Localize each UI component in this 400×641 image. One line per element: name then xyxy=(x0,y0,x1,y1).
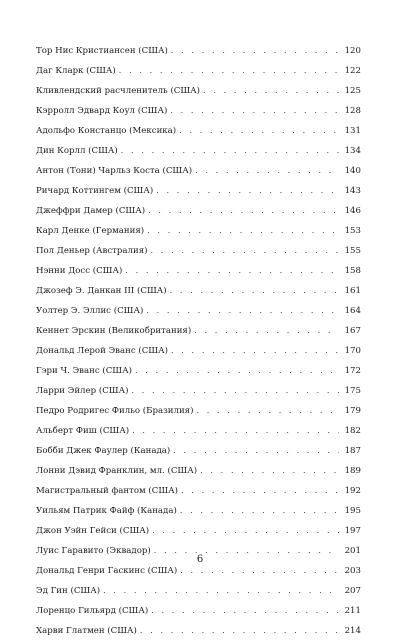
dot-leader xyxy=(135,361,339,381)
toc-entry xyxy=(36,241,361,261)
toc-entry-page: 170 xyxy=(344,346,361,356)
toc-entry-page: 120 xyxy=(344,46,361,56)
toc-entry-title: Альберт Фиш (США) xyxy=(36,426,130,436)
toc-entry-page: 155 xyxy=(344,246,361,256)
dot-leader xyxy=(195,161,339,181)
toc-entry-page: 211 xyxy=(344,606,361,616)
toc-entry-page: 214 xyxy=(344,626,361,636)
toc-entry-page: 131 xyxy=(344,126,361,136)
table-of-contents xyxy=(36,41,361,641)
toc-entry-page: 146 xyxy=(344,206,361,216)
dot-leader xyxy=(131,381,339,401)
toc-entry-title: Дональд Лерой Эванс (США) xyxy=(36,346,168,356)
toc-entry-title: Лоренцо Гильярд (США) xyxy=(36,606,149,616)
toc-entry xyxy=(36,101,361,121)
dot-leader xyxy=(170,281,339,301)
toc-entry-page: 134 xyxy=(344,146,361,156)
toc-entry xyxy=(36,341,361,361)
toc-entry xyxy=(36,161,361,181)
toc-entry xyxy=(36,281,361,301)
dot-leader xyxy=(194,321,339,341)
toc-entry xyxy=(36,61,361,81)
toc-entry-title: Харви Глатмен (США) xyxy=(36,626,137,636)
toc-entry-title: Дональд Генри Гаскинс (США) xyxy=(36,566,178,576)
toc-entry-page: 187 xyxy=(344,446,361,456)
toc-entry-page: 125 xyxy=(344,86,361,96)
toc-entry-title: Тор Нис Кристиансен (США) xyxy=(36,46,168,56)
toc-entry-title: Нэнни Досс (США) xyxy=(36,266,123,276)
toc-entry-page: 182 xyxy=(344,426,361,436)
toc-entry xyxy=(36,501,361,521)
dot-leader xyxy=(203,81,339,101)
toc-entry xyxy=(36,521,361,541)
toc-entry xyxy=(36,381,361,401)
dot-leader xyxy=(196,401,339,421)
toc-entry-title: Дин Корлл (США) xyxy=(36,146,118,156)
toc-entry-page: 167 xyxy=(344,326,361,336)
toc-entry-page: 189 xyxy=(344,466,361,476)
toc-entry-page: 195 xyxy=(344,506,361,516)
dot-leader xyxy=(146,301,339,321)
dot-leader xyxy=(148,201,339,221)
toc-entry-page: 161 xyxy=(344,286,361,296)
toc-entry-title: Эд Гин (США) xyxy=(36,586,101,596)
toc-entry-page: 158 xyxy=(344,266,361,276)
toc-entry xyxy=(36,221,361,241)
dot-leader xyxy=(151,601,339,621)
toc-entry xyxy=(36,141,361,161)
toc-entry-page: 122 xyxy=(344,66,361,76)
toc-entry-title: Джон Уэйн Гейси (США) xyxy=(36,526,150,536)
dot-leader xyxy=(170,101,339,121)
toc-entry xyxy=(36,261,361,281)
dot-leader xyxy=(173,441,339,461)
toc-entry xyxy=(36,621,361,641)
toc-entry-title: Лонни Дэвид Франклин, мл. (США) xyxy=(36,466,198,476)
toc-entry-page: 140 xyxy=(344,166,361,176)
toc-entry xyxy=(36,401,361,421)
dot-leader xyxy=(156,181,339,201)
toc-entry xyxy=(36,81,361,101)
toc-entry xyxy=(36,321,361,341)
toc-entry xyxy=(36,41,361,61)
toc-entry xyxy=(36,301,361,321)
toc-entry-page: 172 xyxy=(344,366,361,376)
toc-entry-title: Адольфо Констанцо (Мексика) xyxy=(36,126,177,136)
dot-leader xyxy=(181,481,339,501)
dot-leader xyxy=(119,61,339,81)
toc-entry-title: Кливлендский расчленитель (США) xyxy=(36,86,201,96)
toc-entry-page: 179 xyxy=(344,406,361,416)
dot-leader xyxy=(180,501,339,521)
toc-entry-title: Гэри Ч. Эванс (США) xyxy=(36,366,132,376)
dot-leader xyxy=(151,241,339,261)
toc-entry-title: Джеффри Дамер (США) xyxy=(36,206,146,216)
toc-entry-title: Кэрролл Эдвард Коул (США) xyxy=(36,106,168,116)
dot-leader xyxy=(103,581,339,601)
toc-entry-page: 175 xyxy=(344,386,361,396)
toc-entry xyxy=(36,601,361,621)
dot-leader xyxy=(171,41,339,61)
toc-entry-page: 201 xyxy=(344,546,361,556)
toc-entry xyxy=(36,481,361,501)
toc-entry-title: Уолтер Э. Эллис (США) xyxy=(36,306,144,316)
dot-leader xyxy=(125,261,339,281)
toc-entry-page: 197 xyxy=(344,526,361,536)
dot-leader xyxy=(147,221,339,241)
toc-entry-title: Ричард Коттингем (США) xyxy=(36,186,154,196)
toc-entry xyxy=(36,441,361,461)
toc-entry-page: 192 xyxy=(344,486,361,496)
toc-entry xyxy=(36,581,361,601)
toc-entry xyxy=(36,361,361,381)
page-number: 6 xyxy=(196,554,204,565)
toc-entry-title: Ларри Эйлер (США) xyxy=(36,386,129,396)
toc-entry-title: Карл Денке (Германия) xyxy=(36,226,145,236)
dot-leader xyxy=(179,121,339,141)
dot-leader xyxy=(132,421,339,441)
toc-entry-page: 143 xyxy=(344,186,361,196)
toc-entry xyxy=(36,121,361,141)
toc-entry-title: Даг Кларк (США) xyxy=(36,66,116,76)
toc-entry xyxy=(36,201,361,221)
dot-leader xyxy=(121,141,339,161)
toc-entry-title: Бобби Джек Фаулер (Канада) xyxy=(36,446,171,456)
toc-entry-title: Магистральный фантом (США) xyxy=(36,486,179,496)
toc-entry-title: Луис Гаравито (Эквадор) xyxy=(36,546,151,556)
dot-leader xyxy=(171,341,339,361)
toc-entry xyxy=(36,181,361,201)
toc-entry xyxy=(36,461,361,481)
toc-entry-title: Антон (Тони) Чарльз Коста (США) xyxy=(36,166,193,176)
toc-entry xyxy=(36,421,361,441)
dot-leader xyxy=(152,521,339,541)
toc-entry-page: 153 xyxy=(344,226,361,236)
toc-entry-title: Педро Родригес Фильо (Бразилия) xyxy=(36,406,194,416)
toc-entry-title: Кеннет Эрскин (Великобритания) xyxy=(36,326,192,336)
toc-entry-page: 164 xyxy=(344,306,361,316)
toc-entry-page: 203 xyxy=(344,566,361,576)
toc-entry-title: Джозеф Э. Данкан III (США) xyxy=(36,286,167,296)
toc-entry-title: Пол Деньер (Австралия) xyxy=(36,246,148,256)
toc-entry-title: Уильям Патрик Файф (Канада) xyxy=(36,506,177,516)
dot-leader xyxy=(140,621,339,641)
toc-entry-page: 207 xyxy=(344,586,361,596)
toc-entry-page: 128 xyxy=(344,106,361,116)
dot-leader xyxy=(200,461,339,481)
